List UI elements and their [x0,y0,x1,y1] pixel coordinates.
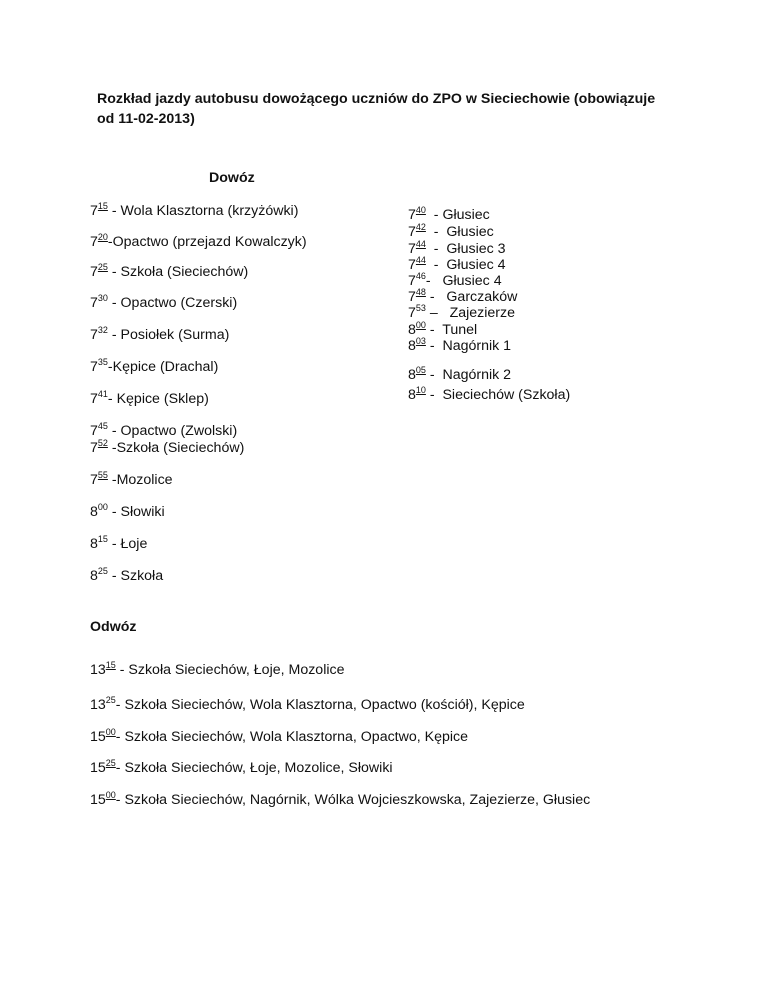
page-title-line-1: Rozkład jazdy autobusu dowożącego uczniów do ZPO w Sieciechowie (obowiązuje [97,91,656,107]
schedule-line: $7^{55}$ -Mozolice [90,470,173,488]
schedule-line: $8^{15}$ - Łoje [90,534,148,552]
schedule-line: $7^{20}$-Opactwo (przejazd Kowalczyk) [90,232,307,250]
schedule-line: $8^{05}$ - Nagórnik 2 [408,365,512,383]
page-title-line-2: od 11-02-2013) [97,111,195,127]
list-item: $15^{00}-$ Szkoła Sieciechów, Nagórnik, Wólka Wojcieszkowska, Zajezierze, Głusiec [90,790,591,808]
odwoz-heading: Odwóz [90,619,137,635]
list-item: $15^{25}-$ Szkoła Sieciechów, Łoje, Mozolice, Słowiki [90,758,393,776]
schedule-line: $7^{53}$ – Zajezierze [408,303,516,321]
schedule-line: $7^{44}$ - Głusiec 3 [408,239,506,257]
schedule-line: $7^{45}$ - Opactwo (Zwolski) [90,421,238,439]
schedule-line: $7^{42}$ - Głusiec [408,222,494,240]
list-item: $13^{15}$ - Szkoła Sieciechów, Łoje, Mozolice [90,660,345,678]
schedule-line: $7^{15}$ - Wola Klasztorna (krzyżówki) [90,201,299,219]
schedule-line: $7^{52}$ -Szkoła (Sieciechów) [90,438,245,456]
schedule-line: $7^{44}$ - Głusiec 4 [408,255,506,273]
schedule-line: $8^{00}$ - Słowiki [90,502,165,520]
schedule-line: $8^{03}$ - Nagórnik 1 [408,336,512,354]
schedule-line: $7^{35}$-Kępice (Drachal) [90,357,219,375]
schedule-line: $7^{46}-$ Głusiec 4 [408,271,502,289]
dowoz-heading: Dowóz [209,170,255,186]
schedule-line: $7^{48}$ - Garczaków [408,287,518,305]
schedule-line: $7^{40}$ - Głusiec [408,205,490,223]
schedule-line: $8^{25}$ - Szkoła [90,566,164,584]
list-item: $13^{25}-$ Szkoła Sieciechów, Wola Klasztorna, Opactwo (kościół), Kępice [90,695,525,713]
schedule-line: $8^{00}$ - Tunel [408,320,478,338]
schedule-line: $7^{30}$ - Opactwo (Czerski) [90,293,238,311]
schedule-line: $7^{32}$ - Posiołek (Surma) [90,325,230,343]
list-item: $15^{00}-$ Szkoła Sieciechów, Wola Klasztorna, Opactwo, Kępice [90,727,469,745]
schedule-line: $8^{10}$ - Sieciechów (Szkoła) [408,385,571,403]
schedule-line: $7^{41}-$ Kępice (Sklep) [90,389,209,407]
schedule-line: $7^{25}$ - Szkoła (Sieciechów) [90,262,249,280]
